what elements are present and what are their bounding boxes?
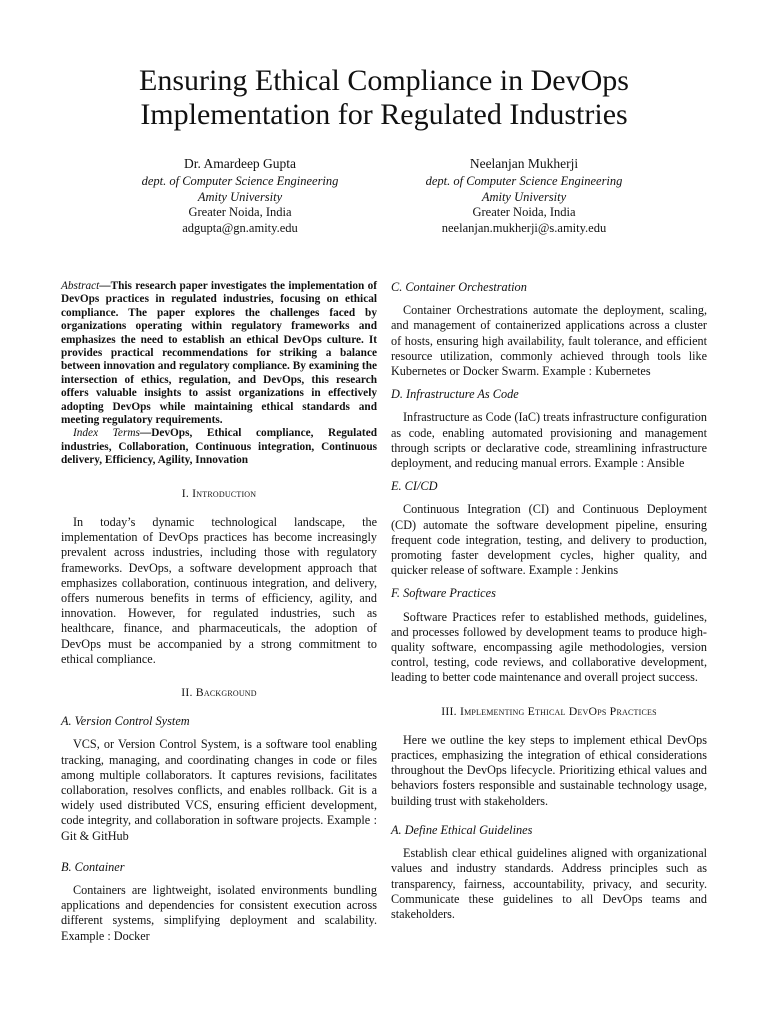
index-terms xyxy=(61,427,377,467)
index-terms-text: —DevOps, Ethical compliance, Regulated industries, Collaboration, Continuous integration, Continuous delivery, Efficiency, Agility, Innovation xyxy=(61,427,377,467)
author-location: Greater Noida, India xyxy=(188,205,292,220)
subsection-heading-cicd: E. CI/CD xyxy=(391,479,438,494)
author-dept: dept. of Computer Science Engineering xyxy=(425,174,623,188)
subsection-heading-vcs: A. Version Control System xyxy=(61,714,190,729)
iac-paragraph: Infrastructure as Code (IaC) treats infrastructure configuration as code, enabling automated provisioning and management through scripts or declarative code, streamlining infrastructure deployment, and reducing manual errors. Example : Ansible xyxy=(391,410,707,471)
software-practices-paragraph: Software Practices refer to established methods, guidelines, and processes followed by development teams to produce high-quality software, encompassing agile methodologies, version control, testing, code reviews, and collaborative development, leading to better code maintenance and overall project success. xyxy=(391,609,707,685)
abstract xyxy=(61,280,377,427)
author-location: Greater Noida, India xyxy=(472,205,576,220)
section-number: III. xyxy=(441,703,460,718)
container-paragraph: Containers are lightweight, isolated environments bundling applications and dependencies for consistent execution across different systems, simplifying deployment and scalability. Example : Docker xyxy=(61,882,377,943)
section-heading-background xyxy=(61,685,377,700)
section-title: Introduction xyxy=(192,485,257,500)
subsection-heading-ethical-guidelines: A. Define Ethical Guidelines xyxy=(391,822,533,837)
author-org: Amity University xyxy=(481,189,567,204)
introduction-paragraph: In today’s dynamic technological landscape, the implementation of DevOps practices has become increasingly prevalent across industries, including those with regulatory frameworks. DevOps, a software development approach that emphasizes collaboration, continuous integration, and delivery, offers numerous benefits in terms of efficiency, agility, and innovation. However, for regulated industries, such as healthcare, finance, and pharmaceuticals, the adoption of DevOps must be accompanied by a strong commitment to ethical compliance. xyxy=(61,514,377,666)
section-number: II. xyxy=(181,684,196,699)
author-block-2 xyxy=(374,156,674,236)
section-heading-introduction xyxy=(61,486,377,501)
subsection-heading-software-practices: F. Software Practices xyxy=(391,586,496,601)
paper-title xyxy=(60,64,708,132)
abstract-label: Abstract xyxy=(61,280,100,292)
section-number: I. xyxy=(181,485,193,500)
author-name: Neelanjan Mukherji xyxy=(469,156,579,171)
section-title: Background xyxy=(195,684,257,699)
author-email: neelanjan.mukherji@s.amity.edu xyxy=(441,220,607,235)
author-name: Dr. Amardeep Gupta xyxy=(183,156,297,171)
author-dept: dept. of Computer Science Engineering xyxy=(141,174,339,188)
ethical-guidelines-paragraph: Establish clear ethical guidelines aligned with organizational values and industry standards. Address principles such as transparency, fairness, accountability, privacy, and security. Communicate these guidelines to all DevOps teams and stakeholders. xyxy=(391,846,707,921)
left-column xyxy=(61,280,377,950)
right-column xyxy=(391,280,707,928)
title-line-2: Implementation for Regulated Industries xyxy=(140,98,628,131)
cicd-paragraph: Continuous Integration (CI) and Continuous Deployment (CD) automate the software development pipeline, ensuring frequent code integration, testing, and delivery to production, promoting faster development cycles, higher quality, and quicker release of software. Example : Jenkins xyxy=(391,502,707,578)
abstract-text: —This research paper investigates the implementation of DevOps practices in regulated industries, focusing on ethical compliance. The paper explores the challenges faced by organizations operating within regulatory frameworks and emphasizes the need to establish an ethical DevOps culture. It provides practical recommendations for striking a balance between innovation and regulatory compliance. By examining the intersection of ethics, regulation, and DevOps, this research offers valuable insights to assist organizations in effectively adopting DevOps while maintaining ethical standards and meeting regulatory requirements. xyxy=(61,280,377,427)
section-heading-implementing xyxy=(391,704,707,719)
orchestration-paragraph: Container Orchestrations automate the deployment, scaling, and management of containerized applications across a cluster of hosts, ensuring high availability, fault tolerance, and efficient resource utilization, commonly achieved through tools like Kubernetes or Docker Swarm. Example : Kubernetes xyxy=(391,303,707,379)
subsection-heading-orchestration: C. Container Orchestration xyxy=(391,280,527,294)
title-line-1: Ensuring Ethical Compliance in DevOps xyxy=(139,64,629,97)
implementing-paragraph: Here we outline the key steps to implement ethical DevOps practices, emphasizing the integration of ethical considerations throughout the DevOps lifecycle. Prioritizing ethical values and behaviors fosters responsible and sustainable technology usage, building trust with stakeholders. xyxy=(391,732,707,808)
author-email: adgupta@gn.amity.edu xyxy=(182,220,298,235)
subsection-heading-container: B. Container xyxy=(61,859,125,874)
author-block-1 xyxy=(90,156,390,236)
subsection-heading-iac: D. Infrastructure As Code xyxy=(391,387,519,402)
vcs-paragraph: VCS, or Version Control System, is a software tool enabling tracking, managing, and coordinating changes in code or files among multiple collaborators. It captures revisions, facilitates collaboration, resolves conflicts, and enables rollback. Git is a widely used distributed VCS, ensuring efficient development, code integrity, and collaboration in software projects. Example : Git & GitHub xyxy=(61,737,377,843)
author-org: Amity University xyxy=(197,189,283,204)
section-title: Implementing Ethical DevOps Practices xyxy=(459,703,657,718)
index-terms-label: Index Terms xyxy=(73,427,140,440)
